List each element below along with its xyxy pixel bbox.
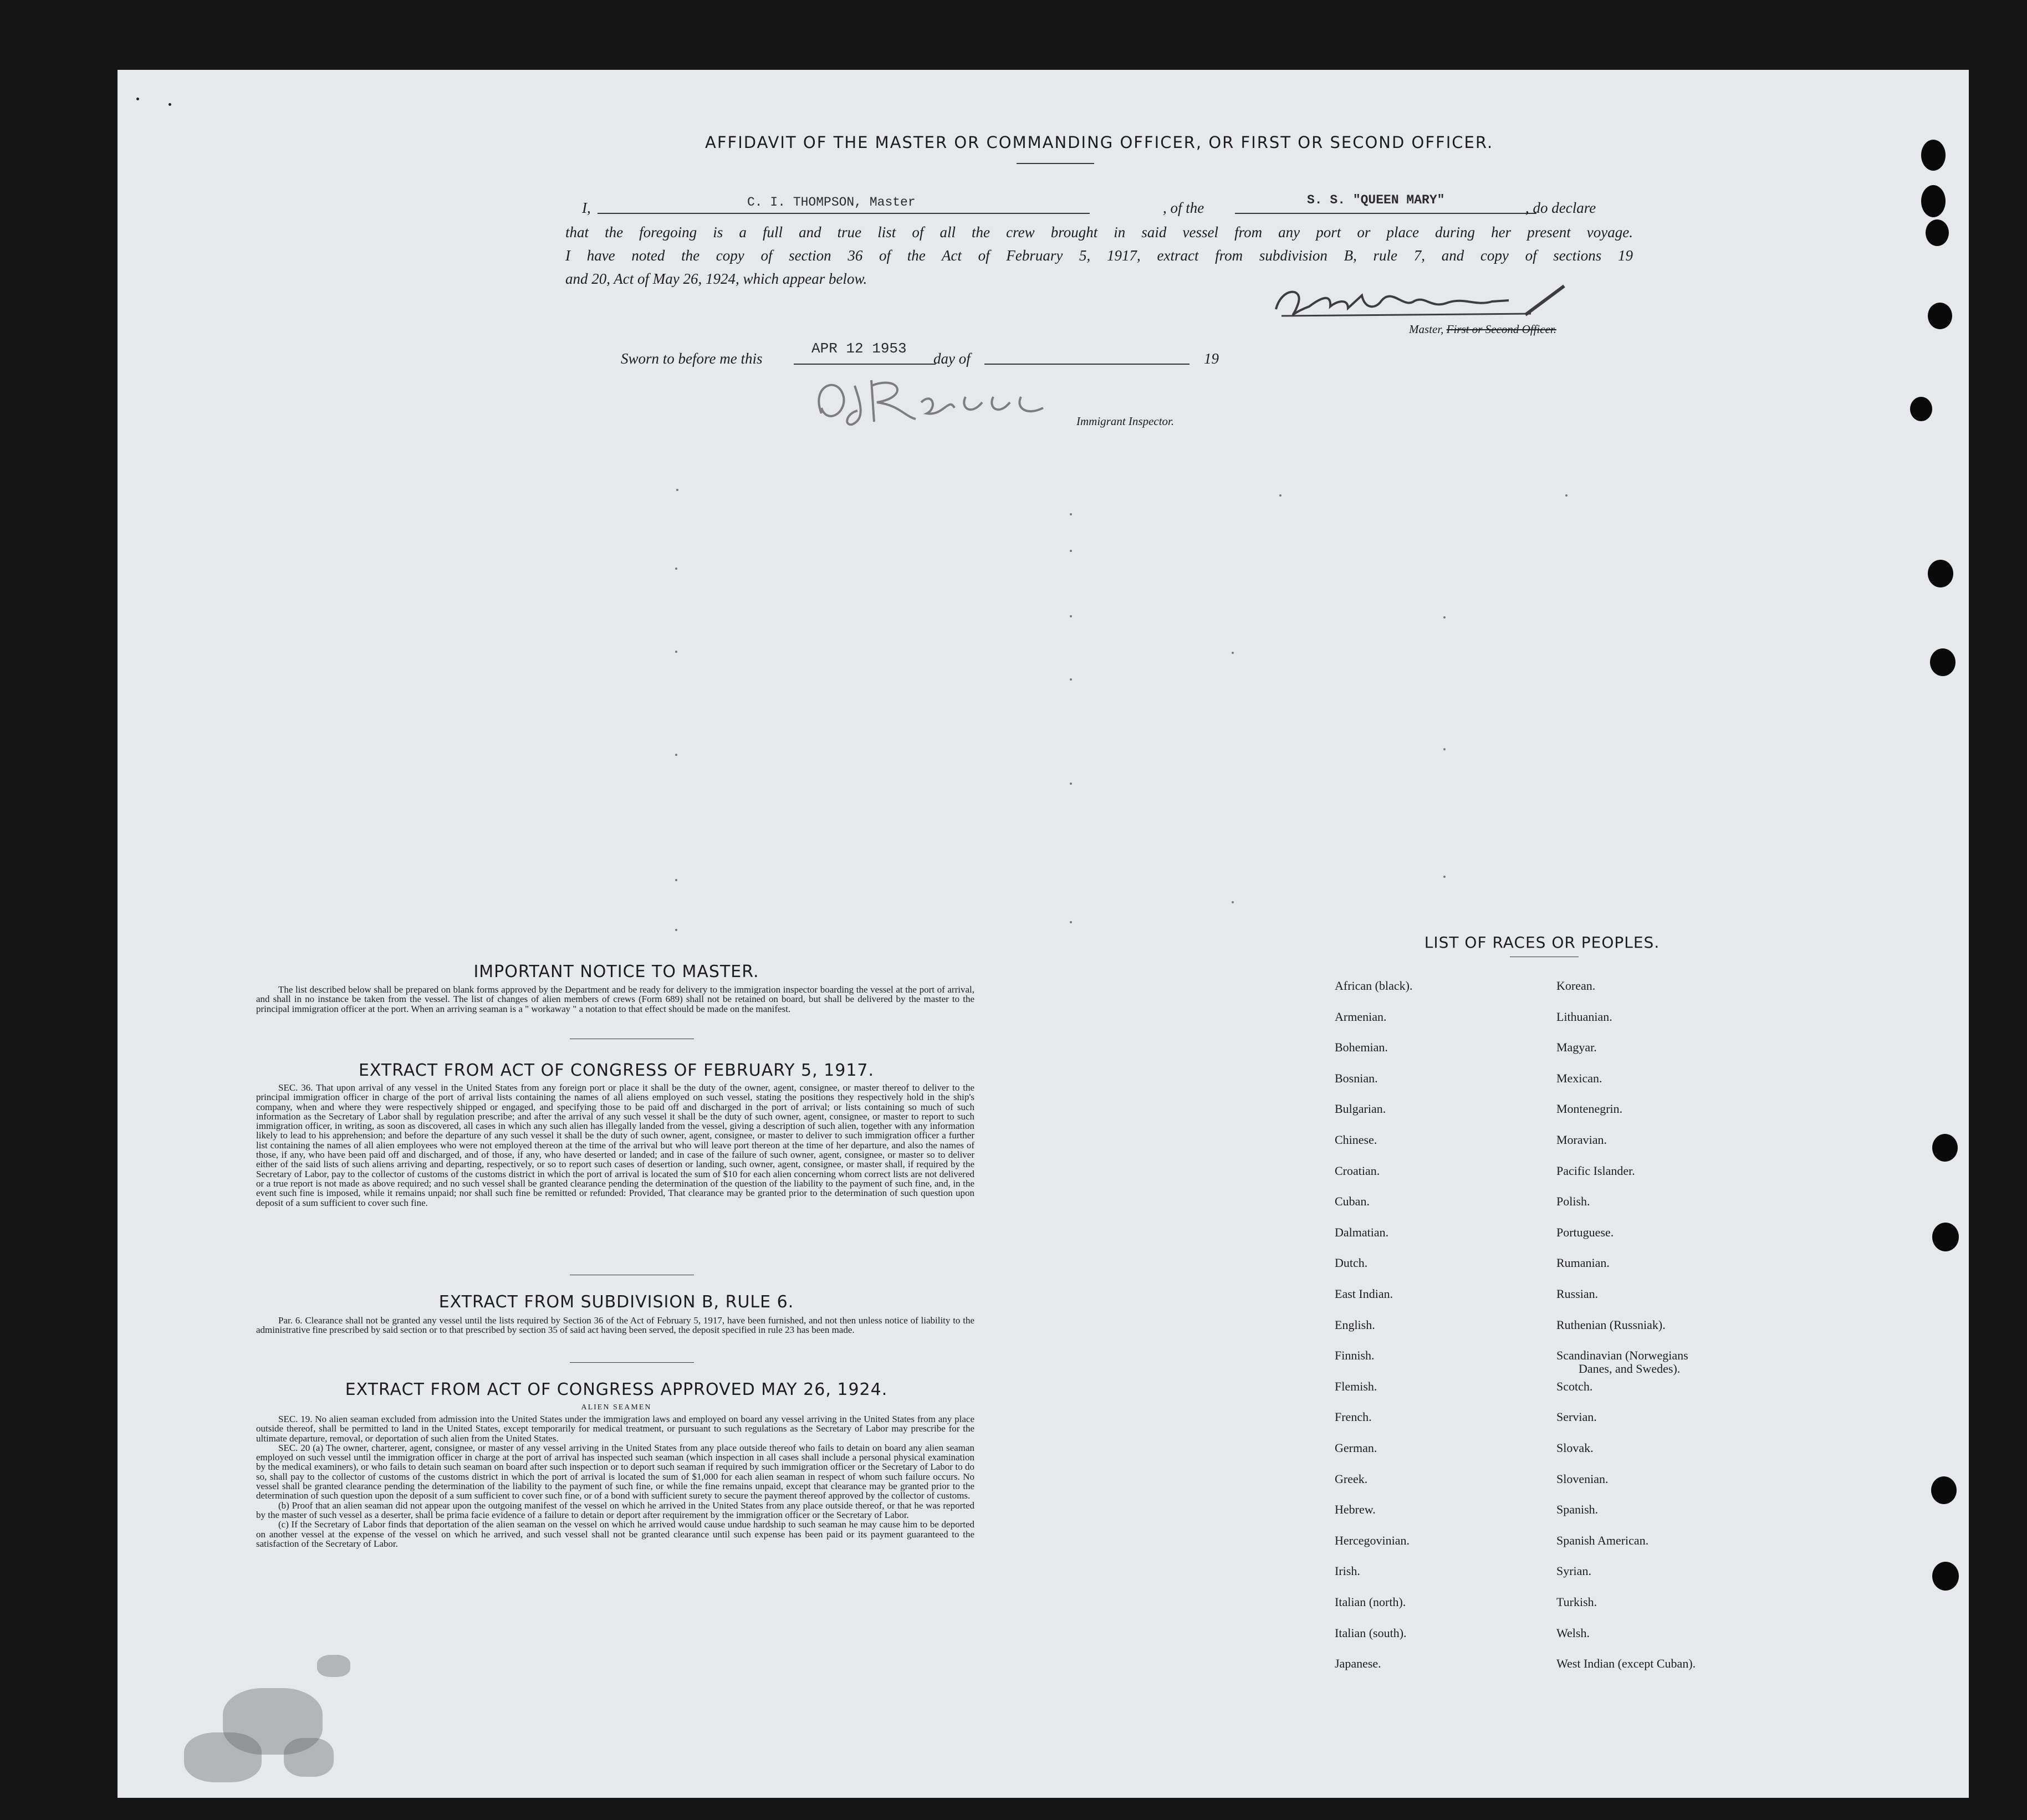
race-item: West Indian (except Cuban). <box>1556 1657 1696 1671</box>
ghost-mark <box>1443 616 1446 618</box>
alien-seamen-subheading: ALIEN SEAMEN <box>581 1403 652 1412</box>
race-item: Portuguese. <box>1556 1225 1614 1239</box>
punch-hole <box>1921 185 1946 217</box>
race-item: Scotch. <box>1556 1379 1593 1393</box>
punch-hole <box>1928 560 1953 587</box>
affidavit-form-sheet <box>118 70 1969 1798</box>
master-label-prefix: Master, <box>1409 323 1444 336</box>
race-item: Russian. <box>1556 1287 1599 1301</box>
extract-1917-text: SEC. 36. That upon arrival of any vessel in the United States from any foreign port or place it shall be the duty of the owner, agent, consignee, or master thereof to deliver to the principal immigration officer in charge of the port of arrival lists containing the names of all aliens employed on such vessel, stating the positions they respectively hold in the ship's company, when and where they were respectively shipped or engaged, and specifying those to be paid off and discharged in the port of arrival; or lists containing so much of such information as the Secretary of Labor shall by regulation prescribe; and after the arrival of any such vessel it shall be the duty of such owner, agent, consignee, or master to report to such immigration officer, in writing, as soon as discovered, all cases in which any such alien has illegally landed from the vessel, giving a description of such alien, together with any information likely to lead to his apprehension; and before the departure of any such vessel it shall be the duty of such owner, agent, consignee, or master to deliver to such immigration officer a further list containing the names of all alien employees who were not employed thereon at the time of the arrival but who will leave port thereon at the time of her departure, and also the names of those, if any, who have been paid off and discharged, and of those, if any, who have deserted or landed; and in case of the failure of such owner, agent, consignee, or master so to deliver either of the said lists of such aliens arriving and departing, respectively, or so to report such cases of desertion or landing, such owner, agent, consignee, or master shall, if required by the Secretary of Labor, pay to the collector of customs of the customs district in which the port of arrival is located the sum of $10 for each alien concerning whom correct lists are not delivered or a true report is not made as above required; and no such vessel shall be granted clearance pending the determination of the question of the liability to the payment of such fine, and, in the event such fine is imposed, while it remains unpaid; nor shall such fine be remitted or refunded: Provided, That clearance may be granted prior to the determination of such question upon deposit of a sum sufficient to cover such fine. <box>256 1082 974 1208</box>
oath-prefix: I, <box>582 200 591 216</box>
race-item: Greek. <box>1335 1471 1368 1486</box>
race-item: Flemish. <box>1335 1379 1377 1393</box>
ghost-mark <box>1070 550 1072 552</box>
oath-line-3: I have noted the copy of section 36 of the Act of February 5, 1917, extract from subdivision B, rule 7, and copy of sections 19 <box>565 247 1633 264</box>
race-item: Bulgarian. <box>1335 1102 1386 1116</box>
race-item: Welsh. <box>1556 1625 1590 1640</box>
section-divider <box>570 1362 694 1363</box>
race-item: Cuban. <box>1335 1194 1370 1209</box>
race-item: Hercegovinian. <box>1335 1533 1410 1547</box>
stain-mark <box>317 1655 350 1677</box>
punch-hole <box>1921 140 1946 171</box>
punch-hole <box>1910 397 1932 421</box>
sworn-prefix: Sworn to before me this <box>621 350 763 367</box>
subdivision-b-text: Par. 6. Clearance shall not be granted any vessel until the lists required by Section 36 of the Act of February 5, 1917, have been furnished, and not then unless notice of liability to the administrative fine prescribed by said section or to that prescribed by section 35 of said act having been served, the deposit specified in rule 23 has been made. <box>256 1315 974 1336</box>
inspector-label: Immigrant Inspector. <box>1076 415 1175 428</box>
race-item: Croatian. <box>1335 1163 1380 1178</box>
race-item: Danes, and Swedes). <box>1579 1362 1681 1376</box>
oath-line-2: that the foregoing is a full and true list of all the crew brought in said vessel from any port or place during her present voyage. <box>565 224 1633 241</box>
extract-1917-body <box>256 1083 974 1208</box>
race-item: Dalmatian. <box>1335 1225 1389 1239</box>
race-item: Servian. <box>1556 1410 1597 1424</box>
race-item: Scandinavian (Norwegians <box>1556 1348 1688 1363</box>
race-item: Magyar. <box>1556 1040 1597 1055</box>
ghost-mark <box>1232 901 1234 903</box>
race-item: Pacific Islander. <box>1556 1163 1635 1178</box>
subdivision-b-heading: EXTRACT FROM SUBDIVISION B, RULE 6. <box>438 1292 794 1312</box>
year-prefix: 19 <box>1204 350 1219 367</box>
extract-1924-body <box>256 1414 974 1548</box>
do-declare-label: , do declare <box>1525 200 1596 216</box>
struck-officer-label: First or Second Officer. <box>1446 323 1556 336</box>
vessel-name-value: S. S. "QUEEN MARY" <box>1307 193 1445 207</box>
inspector-signature <box>805 364 1115 436</box>
ghost-mark <box>1232 652 1234 654</box>
ghost-mark <box>1070 513 1072 515</box>
race-item: African (black). <box>1335 979 1413 993</box>
sec-20b-text: (b) Proof that an alien seaman did not appear upon the outgoing manifest of the vessel on which he arrived in the United States from any place outside thereof, or that he was reported by the master of such vessel as a deserter, shall be prima facie evidence of a failure to detain or deport after requirement by the immigration officer or the Secretary of Labor. <box>256 1500 974 1520</box>
ghost-mark <box>675 651 677 653</box>
race-item: Bohemian. <box>1335 1040 1388 1055</box>
sec-20c-text: (c) If the Secretary of Labor finds that deportation of the alien seaman on the vessel on which he arrived would cause undue hardship to such seaman he may cause him to be deported on another vessel at the expense of the vessel on which he arrived, and such vessel shall not be granted clearance until such expense has been paid or its payment guaranteed to the satisfaction of the Secretary of Labor. <box>256 1519 974 1549</box>
punch-hole <box>1931 1476 1957 1504</box>
race-item: Korean. <box>1556 979 1596 993</box>
master-name-value: C. I. THOMPSON, Master <box>747 195 916 209</box>
ghost-mark <box>1070 678 1072 681</box>
sworn-date-stamp: APR 12 1953 <box>811 340 907 357</box>
race-item: Chinese. <box>1335 1133 1377 1147</box>
race-item: Japanese. <box>1335 1657 1381 1671</box>
notice-text: The list described below shall be prepared on blank forms approved by the Department and be ready for delivery to the immigration inspector boarding the vessel at the port of arrival, and shall in no instance be taken from the vessel. The list of changes of alien members of crews (Form 689) shall not be retained on board, but shall be delivered by the master to the principal immigration officer at the port. When an arriving seaman is a " workaway " a notation to that effect should be made on the manifest. <box>256 984 974 1014</box>
punch-hole <box>1930 648 1955 676</box>
race-item: Polish. <box>1556 1194 1590 1209</box>
race-item: East Indian. <box>1335 1287 1393 1301</box>
race-item: Spanish American. <box>1556 1533 1649 1547</box>
punch-hole <box>1926 219 1949 246</box>
race-item: Syrian. <box>1556 1564 1591 1578</box>
race-item: Montenegrin. <box>1556 1102 1623 1116</box>
ghost-mark <box>676 489 678 491</box>
subdivision-b-body <box>256 1316 974 1335</box>
race-item: Irish. <box>1335 1564 1360 1578</box>
race-item: Mexican. <box>1556 1071 1602 1085</box>
extract-1917-heading: EXTRACT FROM ACT OF CONGRESS OF FEBRUARY 5, 1917. <box>358 1061 875 1080</box>
notice-heading: IMPORTANT NOTICE TO MASTER. <box>473 962 759 981</box>
punch-hole <box>1932 1223 1959 1251</box>
notice-body <box>256 985 974 1014</box>
ghost-mark <box>675 879 677 881</box>
races-heading: LIST OF RACES OR PEOPLES. <box>1424 933 1660 952</box>
race-item: German. <box>1335 1441 1377 1455</box>
race-item: Ruthenian (Russniak). <box>1556 1317 1666 1332</box>
oath-line-4: and 20, Act of May 26, 1924, which appear below. <box>565 270 867 287</box>
race-item: Spanish. <box>1556 1502 1599 1517</box>
master-signature <box>1265 276 1575 326</box>
punch-hole <box>1928 303 1952 329</box>
ghost-mark <box>675 754 677 756</box>
race-item: Rumanian. <box>1556 1256 1610 1270</box>
race-item: Lithuanian. <box>1556 1009 1612 1024</box>
extract-1924-heading: EXTRACT FROM ACT OF CONGRESS APPROVED MAY 26, 1924. <box>345 1380 888 1399</box>
master-title-label <box>1409 323 1556 336</box>
stain-mark <box>284 1738 334 1777</box>
ghost-mark <box>1443 876 1446 878</box>
sec-19-text: SEC. 19. No alien seaman excluded from admission into the United States under the immigration laws and employed on board any vessel arriving in the United States from any place outside thereof, shall be permitted to land in the United States, except temporarily for medical treatment, or pursuant to such regulations as the Secretary of Labor may prescribe for the ultimate departure, removal, or deportation of such alien from the United States. <box>256 1414 974 1444</box>
ghost-mark <box>1070 615 1072 617</box>
race-item: English. <box>1335 1317 1375 1332</box>
sec-20a-text: SEC. 20 (a) The owner, charterer, agent, consignee, or master of any vessel arriving in the United States from any place outside thereof who fails to detain on board any alien seaman employed on such vessel until the immigration officer in charge at the port of arrival has inspected such seaman (which inspection in all cases shall include a personal physical examination by the medical examiners), or who fails to detain such seaman on board after such inspection or to deport such seaman if required by such immigration officer or the Secretary of Labor to do so, shall pay to the collector of customs of the customs district in which the port of arrival is located the sum of $1,000 for each alien seaman in respect of whom such failure occurs. No vessel shall be granted clearance pending the determination of the liability to the payment of such fine, or while the fine remains unpaid, except that clearance may be granted prior to the determination of such question upon the deposit of a sum sufficient to cover such fine, or of a bond with sufficient surety to secure the payment thereof approved by the collector of customs. <box>256 1442 974 1501</box>
race-item: Finnish. <box>1335 1348 1375 1363</box>
day-of-label: day of <box>933 350 971 367</box>
ink-speck <box>136 98 139 100</box>
month-field[interactable] <box>984 347 1189 365</box>
ghost-mark <box>1070 921 1072 923</box>
punch-hole <box>1932 1134 1958 1162</box>
race-item: Italian (south). <box>1335 1625 1407 1640</box>
race-item: French. <box>1335 1410 1372 1424</box>
affidavit-title: AFFIDAVIT OF THE MASTER OR COMMANDING OFFICER, OR FIRST OR SECOND OFFICER. <box>705 133 1494 152</box>
stain-mark <box>184 1732 262 1782</box>
ghost-mark <box>1565 494 1568 497</box>
race-item: Turkish. <box>1556 1595 1597 1609</box>
title-divider <box>1017 163 1094 164</box>
ghost-mark <box>675 929 677 931</box>
ink-speck <box>169 103 171 106</box>
race-item: Slovenian. <box>1556 1471 1609 1486</box>
of-the-label: , of the <box>1163 200 1204 216</box>
ghost-mark <box>1443 748 1446 750</box>
ghost-mark <box>1279 494 1281 497</box>
race-item: Bosnian. <box>1335 1071 1378 1085</box>
race-item: Hebrew. <box>1335 1502 1376 1517</box>
ghost-mark <box>1070 783 1072 785</box>
race-item: Italian (north). <box>1335 1595 1406 1609</box>
race-item: Dutch. <box>1335 1256 1368 1270</box>
ghost-mark <box>675 568 677 570</box>
race-item: Moravian. <box>1556 1133 1607 1147</box>
race-item: Armenian. <box>1335 1009 1387 1024</box>
punch-hole <box>1932 1562 1959 1591</box>
race-item: Slovak. <box>1556 1441 1594 1455</box>
